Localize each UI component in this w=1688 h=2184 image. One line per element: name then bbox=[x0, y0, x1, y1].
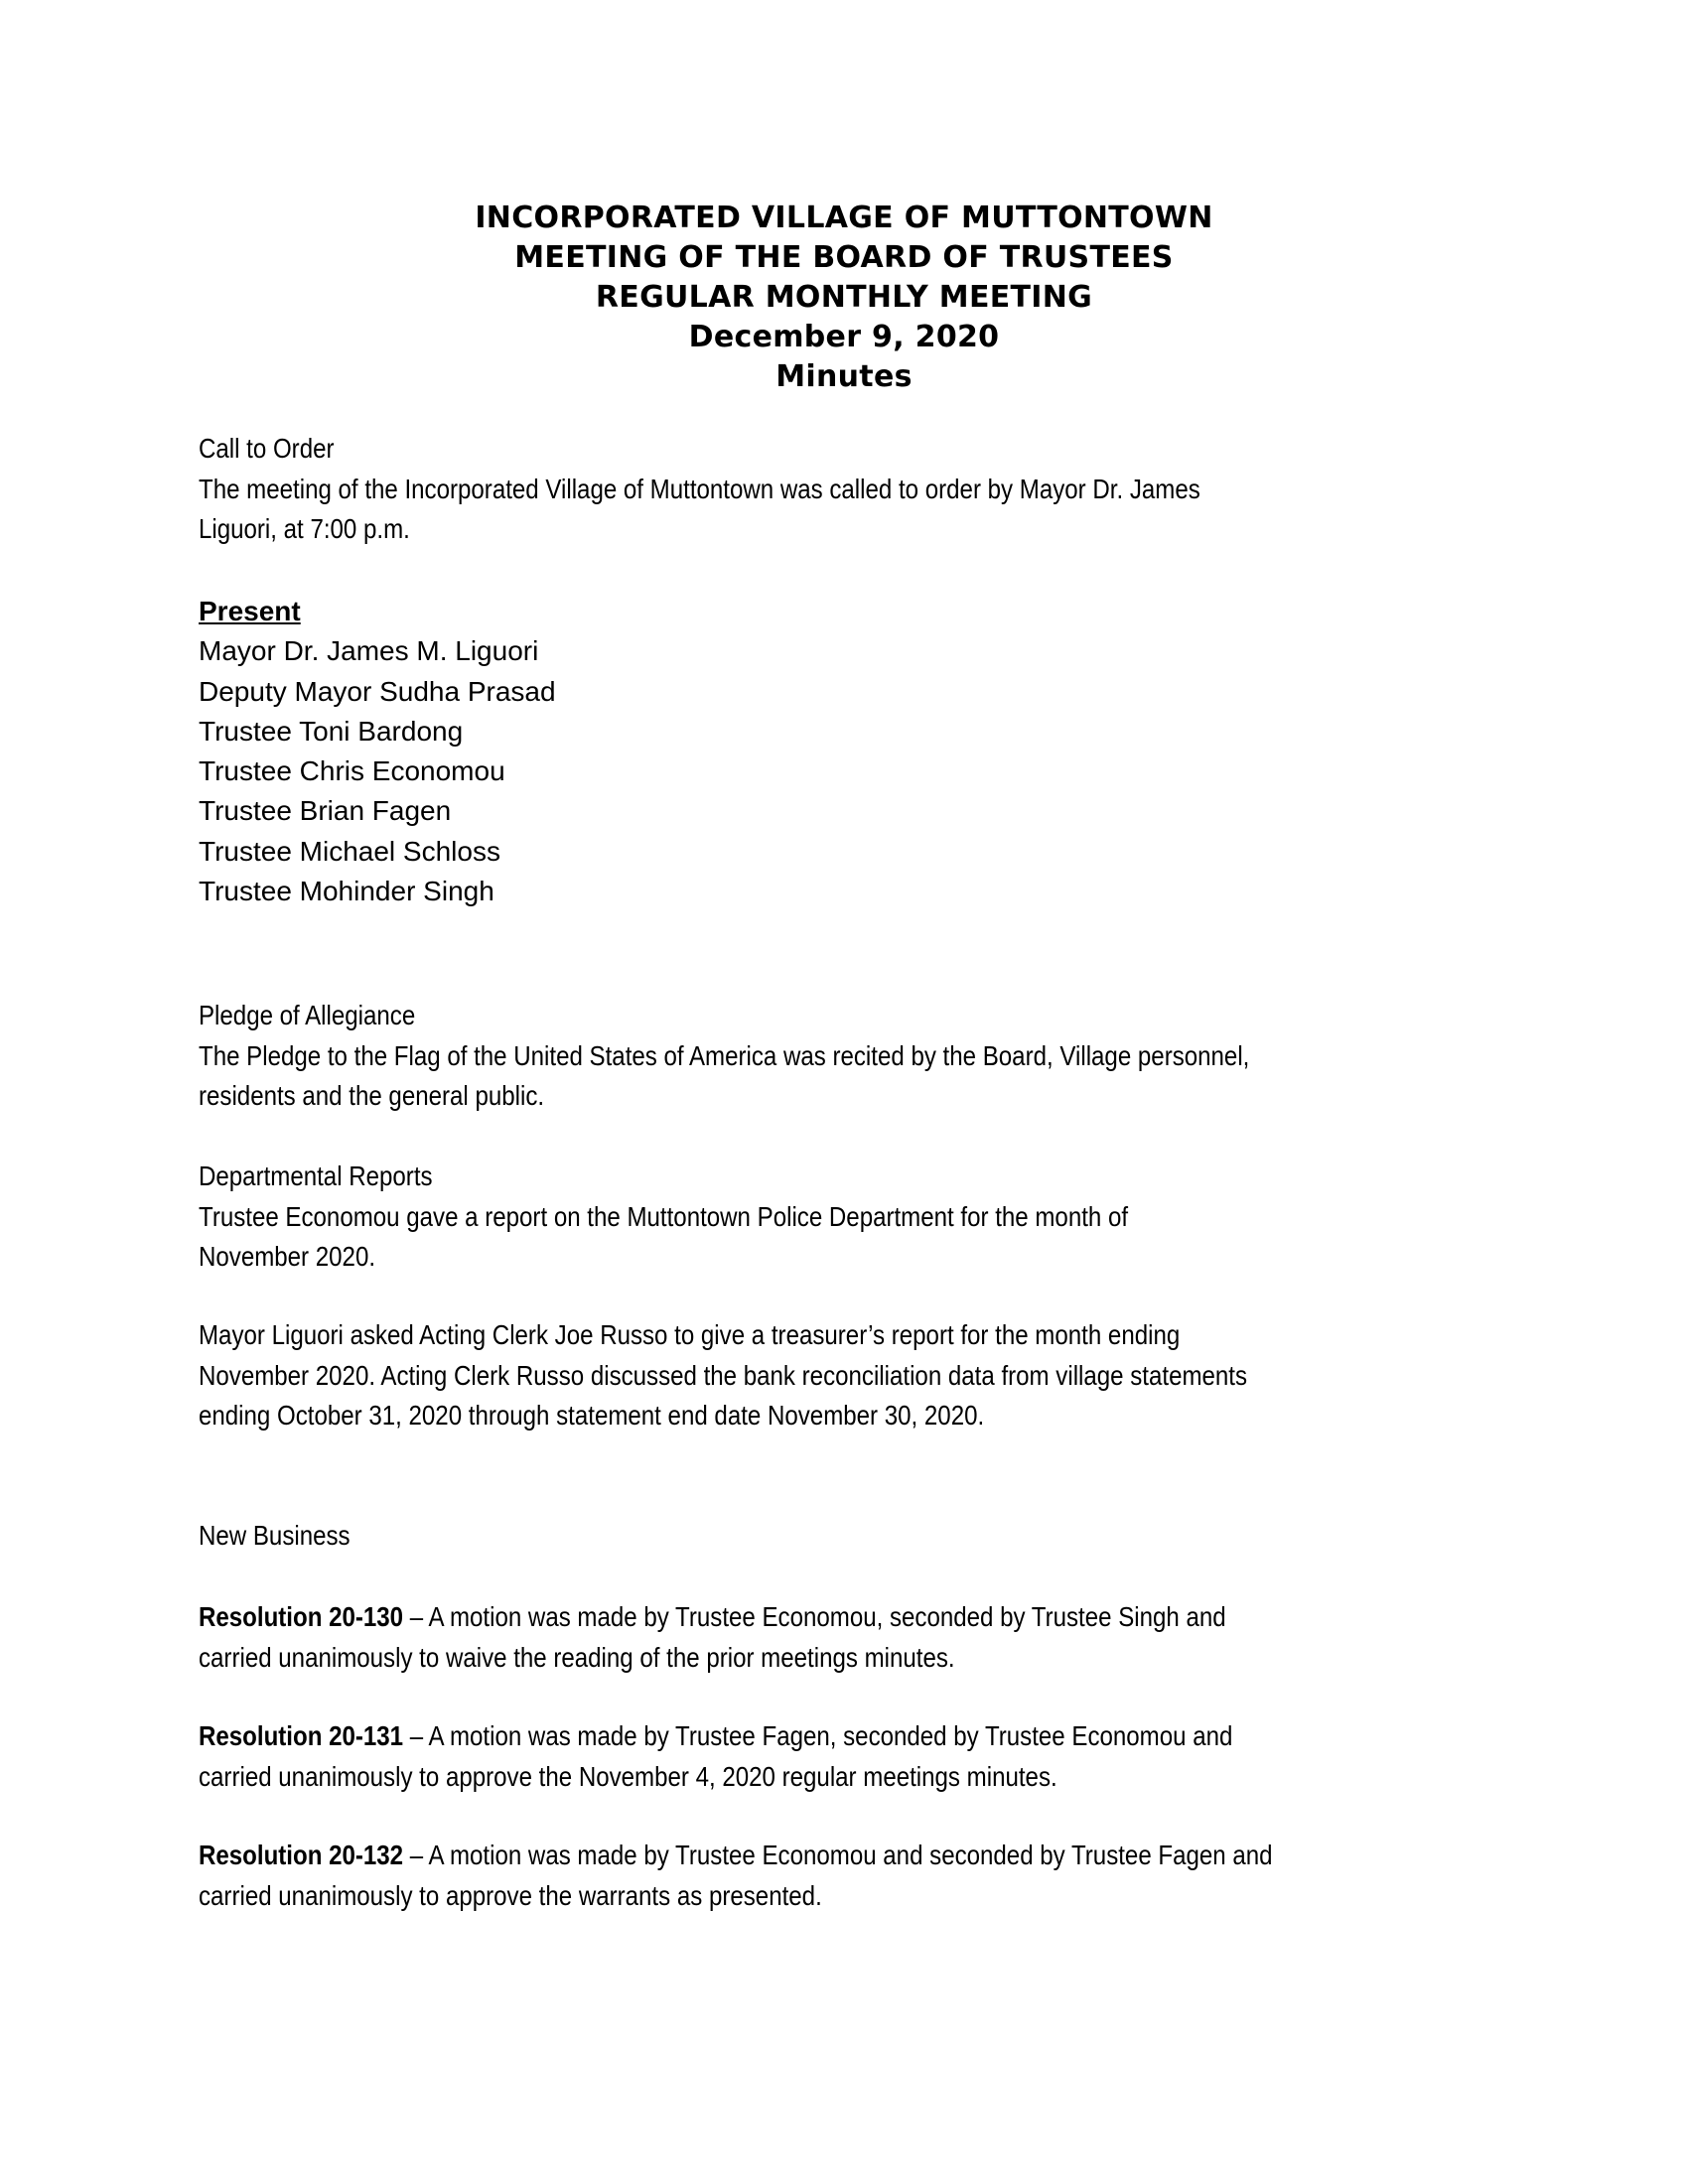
resolution-text: – A motion was made by Trustee Economou and seconded by Trustee Fagen and bbox=[403, 1840, 1273, 1870]
section-new-business bbox=[199, 1516, 1509, 1557]
section-pledge bbox=[199, 996, 1509, 1117]
paragraph-line: Liguori, at 7:00 p.m. bbox=[199, 513, 410, 544]
resolution-text: carried unanimously to approve the November 4, 2020 regular meetings minutes. bbox=[199, 1760, 1057, 1792]
paragraph-line: The Pledge to the Flag of the United States of America was recited by the Board, Village personnel, bbox=[199, 1039, 1250, 1071]
paragraph-line: residents and the general public. bbox=[199, 1080, 545, 1111]
resolution-text: – A motion was made by Trustee Economou, seconded by Trustee Singh and bbox=[403, 1601, 1226, 1632]
attendee: Trustee Mohinder Singh bbox=[199, 876, 494, 907]
heading-present: Present bbox=[199, 596, 301, 626]
title-village: INCORPORATED VILLAGE OF MUTTONTOWN bbox=[475, 201, 1213, 235]
section-departmental-reports bbox=[199, 1157, 1509, 1278]
heading-pledge: Pledge of Allegiance bbox=[199, 1000, 416, 1030]
resolution-20-130 bbox=[199, 1597, 1509, 1678]
resolution-20-132 bbox=[199, 1836, 1509, 1916]
resolution-20-131 bbox=[199, 1716, 1509, 1797]
title-minutes: Minutes bbox=[775, 359, 913, 394]
paragraph-line: November 2020. Acting Clerk Russo discussed the bank reconciliation data from village statements bbox=[199, 1359, 1248, 1391]
attendee: Trustee Chris Economou bbox=[199, 755, 505, 787]
attendee: Trustee Brian Fagen bbox=[199, 795, 452, 827]
section-call-to-order bbox=[199, 429, 1509, 550]
resolution-text: carried unanimously to waive the reading of the prior meetings minutes. bbox=[199, 1641, 955, 1673]
title-meeting-type: REGULAR MONTHLY MEETING bbox=[595, 280, 1093, 315]
resolution-text: – A motion was made by Trustee Fagen, seconded by Trustee Economou and bbox=[403, 1720, 1233, 1751]
heading-departmental-reports: Departmental Reports bbox=[199, 1160, 433, 1191]
section-present bbox=[199, 592, 1509, 911]
resolution-text: carried unanimously to approve the warrants as presented. bbox=[199, 1879, 822, 1911]
resolution-label: Resolution 20-132 bbox=[199, 1840, 404, 1870]
title-date: December 9, 2020 bbox=[688, 320, 1000, 354]
heading-new-business: New Business bbox=[199, 1520, 351, 1551]
resolution-label: Resolution 20-131 bbox=[199, 1720, 404, 1751]
paragraph-line: November 2020. bbox=[199, 1241, 376, 1272]
heading-call-to-order: Call to Order bbox=[199, 433, 335, 464]
treasurer-report-paragraph bbox=[199, 1315, 1509, 1436]
resolution-label: Resolution 20-130 bbox=[199, 1601, 404, 1632]
attendee: Deputy Mayor Sudha Prasad bbox=[199, 675, 556, 707]
paragraph-line: ending October 31, 2020 through statement end date November 30, 2020. bbox=[199, 1400, 985, 1431]
title-meeting: MEETING OF THE BOARD OF TRUSTEES bbox=[514, 240, 1174, 275]
paragraph-line: Mayor Liguori asked Acting Clerk Joe Russo to give a treasurer’s report for the month ending bbox=[199, 1319, 1181, 1350]
document-title bbox=[0, 199, 1688, 397]
attendee: Trustee Toni Bardong bbox=[199, 715, 464, 747]
attendee: Mayor Dr. James M. Liguori bbox=[199, 635, 539, 667]
attendee: Trustee Michael Schloss bbox=[199, 835, 500, 867]
paragraph-line: Trustee Economou gave a report on the Muttontown Police Department for the month of bbox=[199, 1200, 1129, 1232]
paragraph-line: The meeting of the Incorporated Village of Muttontown was called to order by Mayor Dr. James bbox=[199, 473, 1200, 504]
